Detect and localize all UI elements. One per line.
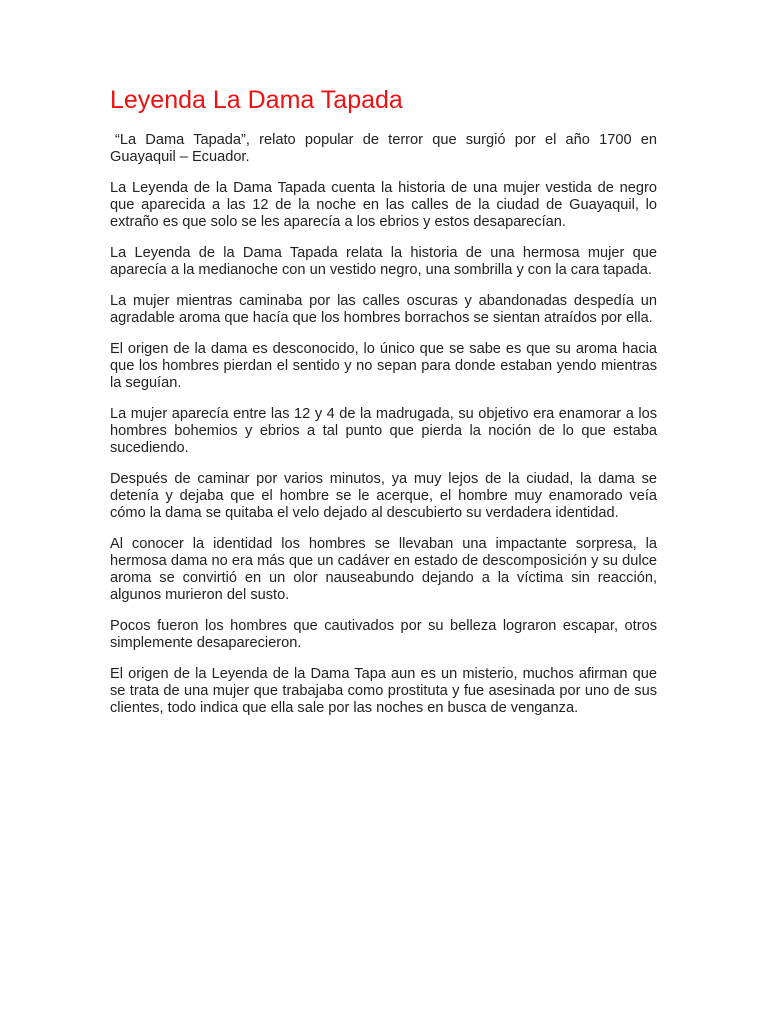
paragraph: La Leyenda de la Dama Tapada relata la historia de una hermosa mujer que aparecía a la medianoche con un vestido negro, una sombrilla y con la cara tapada. (110, 245, 657, 278)
paragraph: La mujer mientras caminaba por las calles oscuras y abandonadas despedía un agradable aroma que hacía que los hombres borrachos se sientan atraídos por ella. (110, 293, 657, 326)
paragraph: La Leyenda de la Dama Tapada cuenta la historia de una mujer vestida de negro que aparecida a las 12 de la noche en las calles de la ciudad de Guayaquil, lo extraño es que solo se les aparecía a los ebrios y estos desaparecían. (110, 180, 657, 230)
paragraph-intro: “La Dama Tapada”, relato popular de terror que surgió por el año 1700 en Guayaquil – Ecuador. (110, 132, 657, 165)
paragraph: Después de caminar por varios minutos, ya muy lejos de la ciudad, la dama se detenía y dejaba que el hombre se le acerque, el hombre muy enamorado veía cómo la dama se quitaba el velo dejado al descubierto su verdadera identidad. (110, 471, 657, 521)
document-body (110, 84, 657, 731)
paragraph: El origen de la Leyenda de la Dama Tapa aun es un misterio, muchos afirman que se trata de una mujer que trabajaba como prostituta y fue asesinada por uno de sus clientes, todo indica que ella sale por las noches en busca de venganza. (110, 666, 657, 716)
paragraph: El origen de la dama es desconocido, lo único que se sabe es que su aroma hacia que los hombres pierdan el sentido y no sepan para donde estaban yendo mientras la seguían. (110, 341, 657, 391)
document-title: Leyenda La Dama Tapada (110, 86, 403, 114)
paragraph: Al conocer la identidad los hombres se llevaban una impactante sorpresa, la hermosa dama no era más que un cadáver en estado de descomposición y su dulce aroma se convirtió en un olor nauseabundo dejando a la víctima sin reacción, algunos murieron del susto. (110, 536, 657, 603)
paragraph: Pocos fueron los hombres que cautivados por su belleza lograron escapar, otros simplemente desaparecieron. (110, 618, 657, 651)
paragraph: La mujer aparecía entre las 12 y 4 de la madrugada, su objetivo era enamorar a los hombres bohemios y ebrios a tal punto que pierda la noción de lo que estaba sucediendo. (110, 406, 657, 456)
